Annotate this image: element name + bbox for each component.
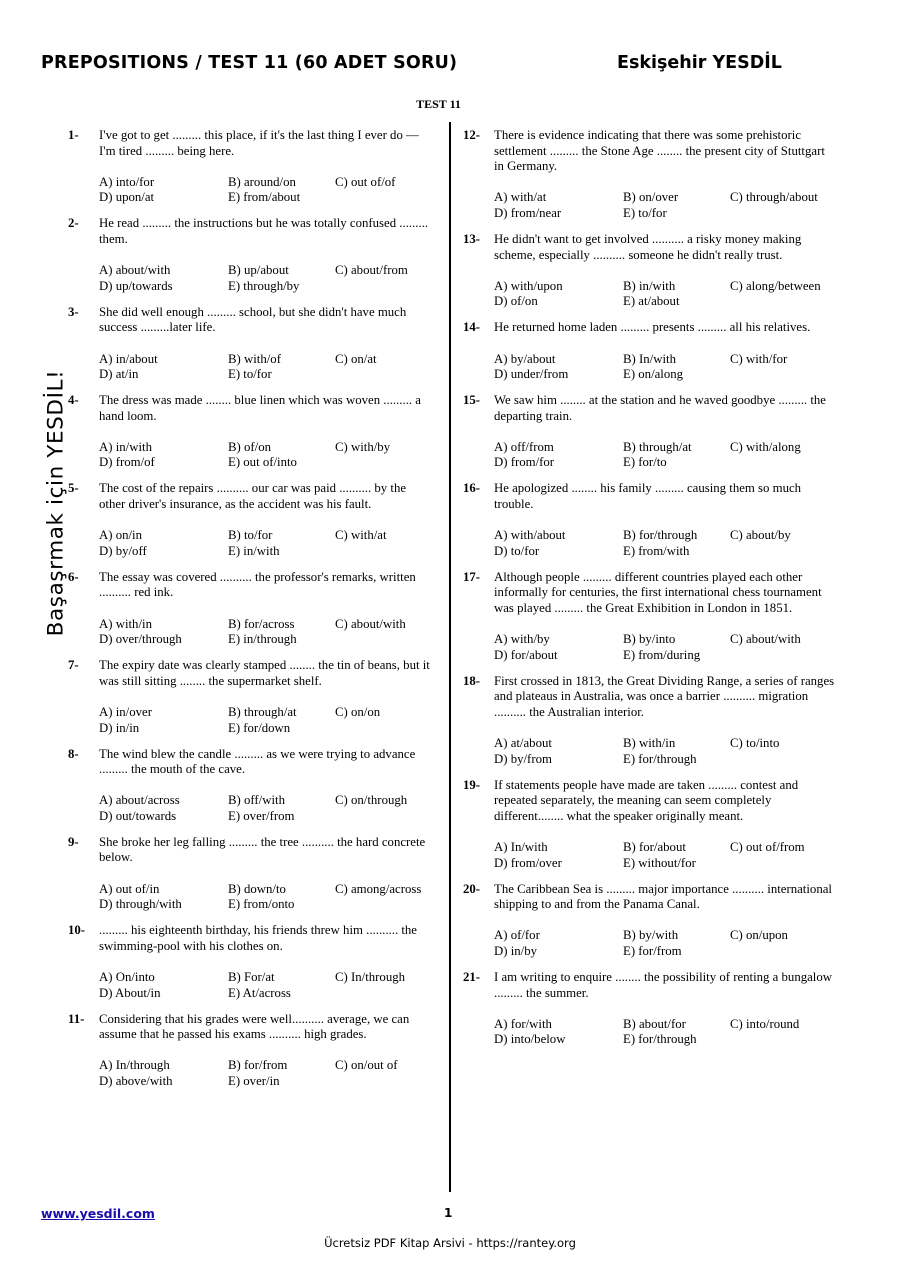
option-d: D) from/near [494, 205, 562, 220]
question-number: 20- [463, 881, 481, 896]
publisher-name: Eskişehir YESDİL [617, 53, 782, 73]
option-b: B) up/about [228, 263, 289, 278]
option-e: E) for/through [623, 1032, 697, 1047]
question-number: 1- [68, 128, 79, 142]
option-c: C) with/at [335, 528, 387, 543]
question-number: 18- [463, 673, 481, 688]
option-d: D) in/in [99, 720, 140, 735]
question-7 [68, 658, 434, 736]
question-text: He returned home laden ......... presents ......... all his relatives. [494, 320, 811, 335]
option-b: B) down/to [228, 881, 286, 896]
option-d: D) from/for [494, 455, 555, 470]
option-e: E) from/with [623, 543, 690, 558]
option-e: E) on/along [623, 367, 684, 382]
option-a: A) about/with [99, 263, 171, 278]
question-number: 7- [68, 658, 79, 673]
answer-options [99, 882, 434, 913]
option-b: B) on/over [623, 190, 679, 205]
option-b: B) For/at [228, 970, 275, 985]
option-d: D) above/with [99, 1073, 173, 1088]
option-c: C) along/between [730, 278, 821, 293]
question-number: 21- [463, 970, 481, 985]
option-d: D) from/over [494, 855, 562, 870]
option-d: D) by/off [99, 543, 147, 558]
option-c: C) about/with [335, 616, 406, 631]
option-e: E) At/across [228, 985, 291, 1000]
answer-options [494, 928, 835, 959]
answer-options [99, 793, 434, 824]
question-text: He read ......... the instructions but he was totally confused ......... them. [99, 216, 429, 246]
question-number: 5- [68, 481, 79, 496]
option-a: A) with/upon [494, 278, 563, 293]
option-d: D) from/of [99, 455, 155, 470]
option-b: B) In/with [623, 351, 676, 366]
option-c: C) into/round [730, 1016, 800, 1031]
option-b: B) for/through [623, 528, 698, 543]
question-text: She did well enough ......... school, but she didn't have much success .........later life. [99, 304, 407, 335]
question-16 [463, 481, 835, 559]
question-text: She broke her leg falling ......... the tree .......... the hard concrete below. [99, 834, 426, 865]
side-watermark: Başaşrmak için YESDİL! [43, 369, 69, 637]
answer-options [494, 190, 835, 221]
answer-options [99, 263, 434, 294]
option-e: E) to/for [623, 205, 667, 220]
option-e: E) in/through [228, 632, 297, 647]
option-b: B) through/at [228, 704, 297, 719]
option-c: C) In/through [335, 970, 406, 985]
option-c: C) on/upon [730, 928, 788, 943]
question-text: I've got to get ......... this place, if it's the last thing I ever do — I'm tired ......... being here. [99, 128, 419, 158]
option-a: A) by/about [494, 351, 556, 366]
option-b: B) by/with [623, 928, 679, 943]
question-11 [68, 1012, 434, 1090]
option-d: D) by/from [494, 751, 552, 766]
option-d: D) into/below [494, 1032, 566, 1047]
option-d: D) under/from [494, 367, 569, 382]
question-number: 2- [68, 216, 79, 231]
option-a: A) with/by [494, 632, 550, 647]
answer-options [494, 1017, 835, 1048]
option-d: D) of/on [494, 294, 538, 309]
question-17 [463, 570, 835, 664]
option-d: D) at/in [99, 367, 139, 382]
question-14 [463, 320, 835, 382]
option-c: C) with/for [730, 351, 788, 366]
answer-options [494, 528, 835, 559]
footer-note: Ücretsiz PDF Kitap Arsivi - https://rantey.org [324, 1236, 576, 1250]
website-link[interactable]: www.yesdil.com [41, 1206, 155, 1221]
question-number: 8- [68, 746, 79, 761]
question-text: I am writing to enquire ........ the possibility of renting a bungalow ......... the summer. [494, 970, 832, 1000]
answer-options [99, 175, 434, 206]
question-number: 12- [463, 128, 481, 142]
question-3 [68, 305, 434, 383]
question-text: Considering that his grades were well.......... average, we can assume that he passed his exams .......... high grades. [99, 1011, 410, 1042]
question-6 [68, 570, 434, 648]
option-a: A) at/about [494, 736, 552, 751]
question-13 [463, 232, 835, 310]
question-5 [68, 481, 434, 559]
option-a: A) in/with [99, 439, 152, 454]
option-b: B) through/at [623, 439, 692, 454]
option-a: A) for/with [494, 1016, 552, 1031]
option-a: A) On/into [99, 970, 155, 985]
page-title: PREPOSITIONS / TEST 11 (60 ADET SORU) [41, 53, 458, 73]
question-15 [463, 393, 835, 471]
option-e: E) through/by [228, 278, 300, 293]
question-number: 9- [68, 834, 79, 849]
question-4 [68, 393, 434, 471]
question-9 [68, 835, 434, 913]
question-18 [463, 674, 835, 768]
option-c: C) through/about [730, 190, 818, 205]
option-b: B) for/about [623, 840, 686, 855]
option-a: A) with/about [494, 528, 566, 543]
option-c: C) about/by [730, 528, 791, 543]
option-a: A) with/at [494, 190, 547, 205]
question-text: He apologized ........ his family ......... causing them so much trouble. [494, 481, 802, 512]
option-e: E) from/about [228, 190, 301, 205]
option-a: A) on/in [99, 528, 143, 543]
option-c: C) on/at [335, 351, 377, 366]
answer-options [494, 279, 835, 310]
option-a: A) into/for [99, 174, 155, 189]
option-d: D) up/towards [99, 278, 173, 293]
option-c: C) about/from [335, 263, 408, 278]
option-b: B) around/on [228, 174, 296, 189]
question-text: The wind blew the candle ......... as we were trying to advance ......... the mouth of the cave. [99, 746, 416, 777]
option-e: E) from/during [623, 647, 701, 662]
option-e: E) at/about [623, 294, 680, 309]
answer-options [99, 970, 434, 1001]
option-c: C) on/out of [335, 1058, 398, 1073]
option-c: C) about/with [730, 632, 801, 647]
question-20 [463, 882, 835, 960]
question-text: The cost of the repairs .......... our car was paid .......... by the other driver's insurance, as the accident was his fault. [99, 481, 407, 512]
option-b: B) to/for [228, 528, 273, 543]
question-text: ......... his eighteenth birthday, his friends threw him .......... the swimming-pool with his clothes on. [99, 923, 417, 953]
question-text: The essay was covered .......... the professor's remarks, written .......... red ink. [99, 569, 416, 600]
option-e: E) over/in [228, 1073, 280, 1088]
answer-options [494, 840, 835, 871]
option-c: C) on/on [335, 704, 381, 719]
option-e: E) for/through [623, 751, 697, 766]
option-a: A) in/over [99, 704, 152, 719]
question-text: If statements people have made are taken ......... contest and repeated separately, the meaning can seem completely different........ what the speaker originally meant. [494, 777, 799, 823]
option-c: C) out of/from [730, 840, 805, 855]
option-e: E) for/from [623, 944, 682, 959]
option-d: D) for/about [494, 647, 558, 662]
answer-options [99, 352, 434, 383]
question-8 [68, 747, 434, 825]
question-19 [463, 778, 835, 872]
option-d: D) to/for [494, 543, 540, 558]
column-divider [449, 122, 451, 1192]
option-d: D) upon/at [99, 190, 155, 205]
answer-options [494, 440, 835, 471]
option-e: E) for/down [228, 720, 291, 735]
option-c: C) to/into [730, 736, 780, 751]
option-e: E) for/to [623, 455, 667, 470]
question-number: 14- [463, 320, 481, 335]
question-10 [68, 923, 434, 1001]
answer-options [99, 617, 434, 648]
option-a: A) In/with [494, 840, 548, 855]
option-a: A) of/for [494, 928, 540, 943]
option-d: D) out/towards [99, 808, 177, 823]
question-number: 17- [463, 569, 481, 584]
option-b: B) in/with [623, 278, 676, 293]
answer-options [99, 528, 434, 559]
option-b: B) with/of [228, 351, 281, 366]
left-column [68, 128, 434, 1100]
question-text: There is evidence indicating that there was some prehistoric settlement ......... the Stone Age ........ the present city of Stuttgart in Germany. [494, 128, 825, 174]
option-e: E) without/for [623, 855, 696, 870]
option-a: A) In/through [99, 1058, 170, 1073]
question-number: 13- [463, 231, 481, 246]
option-a: A) about/across [99, 793, 180, 808]
option-b: B) about/for [623, 1016, 686, 1031]
option-e: E) out of/into [228, 455, 297, 470]
page-number: 1 [444, 1206, 453, 1220]
question-2 [68, 216, 434, 294]
option-a: A) out of/in [99, 881, 160, 896]
option-b: B) for/across [228, 616, 295, 631]
option-a: A) off/from [494, 439, 554, 454]
option-c: C) with/by [335, 439, 391, 454]
option-b: B) by/into [623, 632, 676, 647]
option-d: D) over/through [99, 632, 182, 647]
right-column [463, 128, 835, 1058]
question-text: He didn't want to get involved .......... a risky money making scheme, especially .......... someone he didn't really trust. [494, 231, 802, 262]
question-number: 16- [463, 481, 481, 496]
question-12 [463, 128, 835, 222]
question-21 [463, 970, 835, 1048]
option-e: E) over/from [228, 808, 295, 823]
question-number: 11- [68, 1011, 85, 1026]
option-d: D) through/with [99, 897, 182, 912]
question-number: 6- [68, 569, 79, 584]
test-title: TEST 11 [416, 97, 461, 111]
answer-options [494, 632, 835, 663]
question-1 [68, 128, 434, 206]
option-c: C) out of/of [335, 174, 396, 189]
question-text: The Caribbean Sea is ......... major importance .......... international shipping to and from the Panama Canal. [494, 881, 832, 912]
answer-options [99, 705, 434, 736]
answer-options [494, 736, 835, 767]
answer-options [494, 352, 835, 383]
option-c: C) among/across [335, 881, 422, 896]
option-e: E) in/with [228, 543, 280, 558]
question-number: 3- [68, 304, 79, 319]
option-a: A) in/about [99, 351, 158, 366]
answer-options [99, 1058, 434, 1089]
question-text: First crossed in 1813, the Great Dividing Range, a series of ranges and plateaus in Australia, was once a barrier .......... migration .......... the Australian interior. [494, 673, 835, 719]
option-b: B) off/with [228, 793, 285, 808]
option-c: C) on/through [335, 793, 408, 808]
question-number: 4- [68, 393, 79, 408]
answer-options [99, 440, 434, 471]
option-a: A) with/in [99, 616, 152, 631]
question-number: 15- [463, 393, 481, 408]
option-d: D) About/in [99, 985, 161, 1000]
question-text: The expiry date was clearly stamped ........ the tin of beans, but it was still sitting ........ the supermarket shelf. [99, 658, 430, 688]
option-b: B) for/from [228, 1058, 288, 1073]
question-text: Although people ......... different countries played each other informally for centuries, the first international chess tournament was played ......... the Great Exhibition in London in 1851. [494, 569, 822, 615]
option-e: E) from/onto [228, 897, 295, 912]
question-number: 10- [68, 923, 86, 938]
option-b: B) of/on [228, 439, 272, 454]
option-c: C) with/along [730, 439, 801, 454]
question-text: The dress was made ........ blue linen which was woven ......... a hand loom. [99, 393, 421, 423]
question-text: We saw him ........ at the station and he waved goodbye ......... the departing train. [494, 393, 826, 423]
question-number: 19- [463, 777, 481, 792]
option-d: D) in/by [494, 944, 538, 959]
option-b: B) with/in [623, 736, 676, 751]
option-e: E) to/for [228, 367, 272, 382]
